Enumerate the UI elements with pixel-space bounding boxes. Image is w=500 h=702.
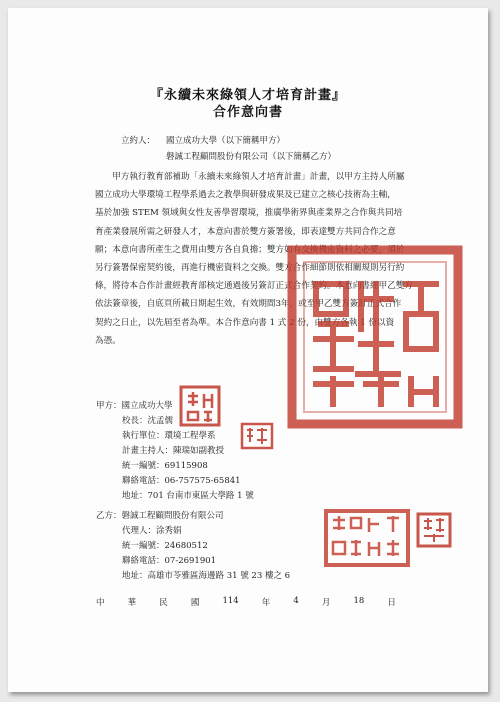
party-a-president: 校長：沈孟儒 [122,416,174,426]
party-a-pi: 計畫主持人：陳瑞如副教授 [122,446,225,456]
body-line: 國立成功大學環境工程學系過去之教學與研發成果及已建立之核心技術為主軸， [95,190,396,201]
party-a-tax-id: 統一編號：69115908 [122,461,208,471]
body-line: 為憑。 [95,335,121,346]
party-a-name: 國立成功大學（以下簡稱甲方） [166,136,286,146]
date-part: 民 [159,598,168,608]
body-line: 依法簽章後，自底頁所載日期起生效，有效期間3年，或至甲乙雙方簽訂正式合作 [95,299,402,310]
date-part: 日 [387,598,396,608]
body-line: 契約之日止，以先屆至者為準。本合作意向書 1 式 2 份，由雙方各執 1 份以資 [95,317,395,328]
pi-seal-stamp [240,422,274,450]
party-b-tax-id: 統一編號：24680512 [122,541,208,551]
document-title: 『永續未來綠領人才培育計畫』 [149,88,346,103]
party-a-heading: 甲方：國立成功大學 [96,401,173,411]
party-b-address: 地址：高雄市苓雅區海邊路 31 號 23 樓之 6 [122,571,291,581]
company-rep-seal-stamp [416,512,452,548]
date-part: 4 [293,596,299,606]
date-part: 中 [96,598,105,608]
document-page [8,8,488,692]
party-a-phone: 聯絡電話：06-757575-65841 [122,476,241,486]
date-part: 華 [127,598,137,608]
party-a-address: 地址：701 台南市東區大學路 1 號 [122,491,254,501]
body-line: 條，將待本合作計畫經教育部核定通過後另簽訂正式合作契約。本意向書經甲乙雙方 [95,281,413,292]
date-part: 18 [353,596,365,606]
body-line: 甲方執行教育部補助「永續未來綠領人才培育計畫」計畫，以甲方主持人所屬 [95,172,405,182]
signing-date [96,596,396,608]
body-line: 育產業發展所需之研發人才，本意向書於雙方簽署後，即表達雙方共同合作之意 [95,226,396,237]
party-b-name: 磐誠工程顧問股份有限公司（以下簡稱乙方） [166,152,337,162]
president-seal-stamp [178,384,222,428]
date-part: 月 [321,598,331,608]
company-seal-stamp [323,508,411,568]
date-part: 年 [261,598,271,608]
parties-label: 立約人： [121,136,156,146]
party-b-heading: 乙方：磐誠工程顧問股份有限公司 [96,511,224,521]
body-line: 基於加強 STEM 領域與女性友善學習環境，推廣學術界與產業界之合作與共同培 [95,208,403,219]
party-b-rep: 代理人：涂秀娟 [122,526,182,536]
date-part: 114 [222,596,239,606]
body-line: 另行簽署保密契約後，再進行機密資料之交換。雙方合作細節則依相關規則另行約 [95,263,405,274]
document-subtitle: 合作意向書 [212,105,283,120]
party-b-phone: 聯絡電話：07-2691901 [122,556,217,566]
body-line: 願；本意向書所產生之費用由雙方各自負擔；雙方如有交換機密資料之必要，須於 [95,244,405,255]
party-a-executor: 執行單位：環境工程學系 [122,431,216,441]
date-part: 國 [190,598,200,608]
university-seal-stamp [286,244,464,430]
